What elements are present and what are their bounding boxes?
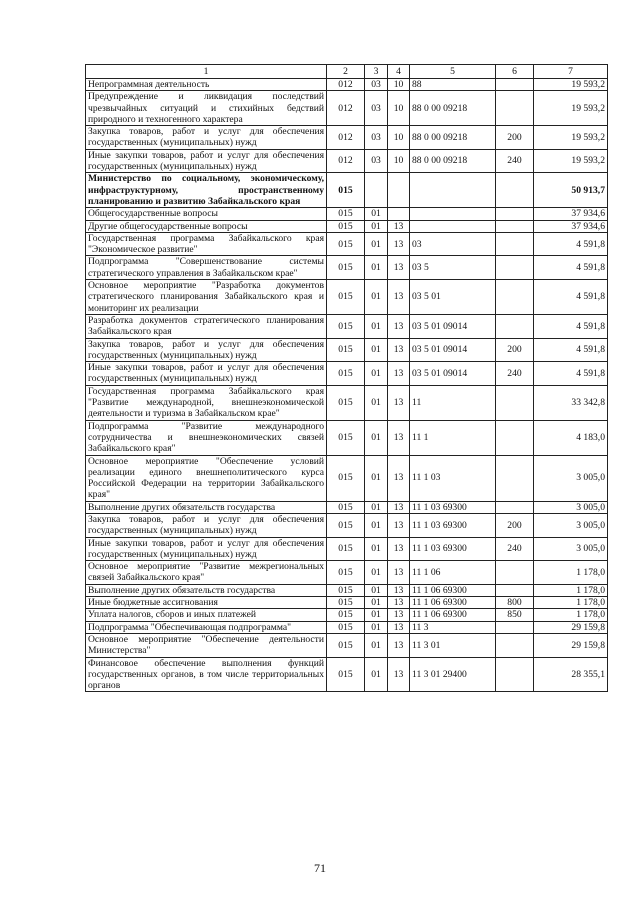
table-row [86, 126, 608, 150]
row-expense-type-cell [496, 91, 534, 126]
row-ministry-code-cell: 015 [327, 420, 365, 455]
row-subsection-cell: 13 [388, 584, 410, 596]
row-section-cell: 01 [365, 220, 388, 232]
table-row [86, 621, 608, 633]
row-expense-type-cell [496, 220, 534, 232]
row-name-text: Государственная программа Забайкальского края "Развитие международной, внешнеэкономической деятельности и туризма в Забайкальском крае" [88, 385, 324, 420]
row-section-cell: 01 [365, 385, 388, 420]
table-row [86, 220, 608, 232]
header-cell: 3 [365, 65, 388, 79]
row-ministry-code-cell: 015 [327, 256, 365, 280]
table-row [86, 173, 608, 208]
row-target-article-cell [410, 208, 496, 220]
row-section-cell: 01 [365, 338, 388, 362]
header-cell: 4 [388, 65, 410, 79]
table-row [86, 91, 608, 126]
row-expense-type-cell [496, 561, 534, 585]
table-row [86, 597, 608, 609]
table-row [86, 232, 608, 256]
row-expense-type-cell [496, 584, 534, 596]
row-name-text: Иные закупки товаров, работ и услуг для обеспечения государственных (муниципальных) нужд [88, 149, 324, 173]
row-name-cell [86, 621, 327, 633]
row-section-cell: 01 [365, 537, 388, 561]
row-target-article-cell: 11 1 06 69300 [410, 584, 496, 596]
row-section-cell: 01 [365, 513, 388, 537]
row-name-cell [86, 314, 327, 338]
row-ministry-code-cell: 015 [327, 314, 365, 338]
row-subsection-cell: 13 [388, 597, 410, 609]
table-row [86, 584, 608, 596]
row-section-cell: 01 [365, 208, 388, 220]
row-expense-type-cell: 800 [496, 597, 534, 609]
row-name-text: Основное мероприятие "Разработка документов стратегического планирования Забайкальского края и мониторинг их реализации [88, 280, 324, 314]
row-name-cell [86, 79, 327, 91]
row-name-text: Подпрограмма "Совершенствование системы стратегического управления в Забайкальском крае" [88, 256, 324, 279]
row-amount-cell: 4 591,8 [534, 338, 608, 362]
row-section-cell: 01 [365, 657, 388, 692]
row-name-cell [86, 173, 327, 208]
row-amount-cell: 19 593,2 [534, 79, 608, 91]
row-ministry-code-cell: 015 [327, 280, 365, 315]
row-expense-type-cell: 200 [496, 338, 534, 362]
row-target-article-cell: 88 0 00 09218 [410, 149, 496, 173]
row-subsection-cell: 13 [388, 256, 410, 280]
row-ministry-code-cell: 015 [327, 561, 365, 585]
row-amount-cell: 1 178,0 [534, 597, 608, 609]
row-ministry-code-cell: 015 [327, 584, 365, 596]
row-name-text: Разработка документов стратегического планирования Забайкальского края [88, 314, 324, 338]
row-subsection-cell: 10 [388, 91, 410, 126]
row-target-article-cell: 11 3 [410, 621, 496, 633]
table-row [86, 537, 608, 561]
row-subsection-cell: 13 [388, 513, 410, 537]
row-name-cell [86, 220, 327, 232]
row-ministry-code-cell: 015 [327, 621, 365, 633]
row-name-cell [86, 385, 327, 420]
row-amount-cell: 4 591,8 [534, 362, 608, 386]
row-subsection-cell: 13 [388, 220, 410, 232]
row-amount-cell: 4 591,8 [534, 232, 608, 256]
row-section-cell: 03 [365, 79, 388, 91]
table-row [86, 79, 608, 91]
row-name-cell [86, 149, 327, 173]
row-name-cell [86, 232, 327, 256]
row-amount-cell: 4 591,8 [534, 280, 608, 315]
row-target-article-cell: 03 5 01 [410, 280, 496, 315]
row-name-text: Другие общегосударственные вопросы [88, 220, 248, 232]
table-row [86, 338, 608, 362]
row-section-cell: 03 [365, 91, 388, 126]
row-expense-type-cell [496, 173, 534, 208]
row-expense-type-cell: 240 [496, 362, 534, 386]
row-ministry-code-cell: 015 [327, 220, 365, 232]
row-name-text: Закупка товаров, работ и услуг для обеспечения государственных (муниципальных) нужд [88, 126, 324, 149]
row-target-article-cell: 88 [410, 79, 496, 91]
row-ministry-code-cell: 015 [327, 173, 365, 208]
row-ministry-code-cell: 012 [327, 126, 365, 150]
row-name-cell [86, 537, 327, 561]
row-name-text: Выполнение других обязательств государства [88, 584, 276, 596]
row-expense-type-cell: 200 [496, 126, 534, 150]
row-name-text: Государственная программа Забайкальского края "Экономическое развитие" [88, 232, 324, 256]
row-name-text: Основное мероприятие "Развитие межрегиональных связей Забайкальского края" [88, 561, 324, 584]
row-target-article-cell: 03 5 01 09014 [410, 338, 496, 362]
row-name-cell [86, 280, 327, 315]
row-name-cell [86, 657, 327, 692]
row-target-article-cell: 03 5 [410, 256, 496, 280]
row-name-cell [86, 584, 327, 596]
row-name-text: Министерство по социальному, экономическому, инфраструктурному, пространственному планированию и развитию Забайкальского края [88, 173, 324, 207]
row-amount-cell: 29 159,8 [534, 633, 608, 657]
row-subsection-cell: 13 [388, 501, 410, 513]
row-expense-type-cell [496, 633, 534, 657]
row-name-text: Предупреждение и ликвидация последствий чрезвычайных ситуаций и стихийных бедствий природного и техногенного характера [88, 91, 324, 125]
row-ministry-code-cell: 015 [327, 633, 365, 657]
row-subsection-cell: 13 [388, 338, 410, 362]
row-target-article-cell: 11 1 03 69300 [410, 513, 496, 537]
row-expense-type-cell [496, 621, 534, 633]
row-amount-cell: 19 593,2 [534, 149, 608, 173]
row-amount-cell: 4 591,8 [534, 256, 608, 280]
row-expense-type-cell [496, 420, 534, 455]
row-subsection-cell: 13 [388, 455, 410, 501]
row-subsection-cell: 10 [388, 126, 410, 150]
row-ministry-code-cell: 015 [327, 513, 365, 537]
row-section-cell [365, 173, 388, 208]
row-amount-cell: 33 342,8 [534, 385, 608, 420]
row-section-cell: 03 [365, 149, 388, 173]
row-expense-type-cell [496, 256, 534, 280]
row-expense-type-cell [496, 657, 534, 692]
row-amount-cell: 3 005,0 [534, 501, 608, 513]
row-amount-cell: 4 591,8 [534, 314, 608, 338]
row-name-text: Подпрограмма "Обеспечивающая подпрограмма" [88, 621, 292, 633]
table-row [86, 609, 608, 621]
row-subsection-cell: 13 [388, 657, 410, 692]
row-amount-cell: 3 005,0 [534, 537, 608, 561]
row-expense-type-cell: 240 [496, 149, 534, 173]
row-expense-type-cell [496, 208, 534, 220]
row-target-article-cell: 11 [410, 385, 496, 420]
row-name-cell [86, 362, 327, 386]
table-row [86, 256, 608, 280]
table-row [86, 420, 608, 455]
row-section-cell: 03 [365, 126, 388, 150]
row-section-cell: 01 [365, 621, 388, 633]
table-row [86, 280, 608, 315]
table-row [86, 455, 608, 501]
row-expense-type-cell: 240 [496, 537, 534, 561]
row-amount-cell: 4 183,0 [534, 420, 608, 455]
row-ministry-code-cell: 015 [327, 657, 365, 692]
row-section-cell: 01 [365, 420, 388, 455]
row-target-article-cell: 88 0 00 09218 [410, 91, 496, 126]
row-expense-type-cell: 200 [496, 513, 534, 537]
table-row [86, 208, 608, 220]
row-ministry-code-cell: 012 [327, 149, 365, 173]
row-expense-type-cell: 850 [496, 609, 534, 621]
row-target-article-cell: 03 5 01 09014 [410, 314, 496, 338]
row-ministry-code-cell: 015 [327, 385, 365, 420]
row-subsection-cell: 13 [388, 420, 410, 455]
row-name-cell [86, 420, 327, 455]
row-amount-cell: 1 178,0 [534, 584, 608, 596]
table-row [86, 657, 608, 692]
header-cell: 1 [86, 65, 327, 79]
row-name-cell [86, 513, 327, 537]
table-row [86, 561, 608, 585]
header-cell: 6 [496, 65, 534, 79]
row-name-cell [86, 455, 327, 501]
row-subsection-cell [388, 173, 410, 208]
row-target-article-cell: 11 3 01 [410, 633, 496, 657]
row-target-article-cell: 03 5 01 09014 [410, 362, 496, 386]
row-ministry-code-cell: 015 [327, 232, 365, 256]
table-row [86, 385, 608, 420]
row-name-cell [86, 126, 327, 150]
row-name-text: Иные закупки товаров, работ и услуг для обеспечения государственных (муниципальных) нужд [88, 537, 324, 560]
row-ministry-code-cell: 015 [327, 501, 365, 513]
table-header-row [86, 65, 608, 79]
row-section-cell: 01 [365, 232, 388, 256]
row-name-text: Непрограммная деятельность [88, 79, 210, 90]
row-ministry-code-cell: 015 [327, 362, 365, 386]
row-expense-type-cell [496, 455, 534, 501]
row-amount-cell: 37 934,6 [534, 220, 608, 232]
row-target-article-cell: 11 1 03 [410, 455, 496, 501]
row-section-cell: 01 [365, 561, 388, 585]
row-name-text: Финансовое обеспечение выполнения функций государственных органов, в том числе территориальных органов [88, 657, 324, 692]
table-row [86, 314, 608, 338]
row-subsection-cell: 13 [388, 362, 410, 386]
row-amount-cell: 37 934,6 [534, 208, 608, 220]
row-name-text: Уплата налогов, сборов и иных платежей [88, 609, 257, 621]
row-ministry-code-cell: 015 [327, 338, 365, 362]
row-amount-cell: 3 005,0 [534, 455, 608, 501]
row-amount-cell: 1 178,0 [534, 609, 608, 621]
row-subsection-cell [388, 208, 410, 220]
table-row [86, 633, 608, 657]
row-subsection-cell: 13 [388, 232, 410, 256]
row-target-article-cell: 11 1 06 [410, 561, 496, 585]
row-section-cell: 01 [365, 501, 388, 513]
row-target-article-cell [410, 173, 496, 208]
row-name-cell [86, 91, 327, 126]
row-name-text: Выполнение других обязательств государства [88, 501, 276, 513]
row-subsection-cell: 13 [388, 385, 410, 420]
row-target-article-cell: 11 1 06 69300 [410, 597, 496, 609]
row-amount-cell: 29 159,8 [534, 621, 608, 633]
row-amount-cell: 1 178,0 [534, 561, 608, 585]
row-section-cell: 01 [365, 597, 388, 609]
row-name-cell [86, 633, 327, 657]
row-name-text: Закупка товаров, работ и услуг для обеспечения государственных (муниципальных) нужд [88, 513, 324, 537]
row-target-article-cell: 11 3 01 29400 [410, 657, 496, 692]
table-row [86, 362, 608, 386]
row-section-cell: 01 [365, 609, 388, 621]
row-name-text: Иные бюджетные ассигнования [88, 597, 218, 609]
row-amount-cell: 3 005,0 [534, 513, 608, 537]
row-ministry-code-cell: 015 [327, 208, 365, 220]
row-subsection-cell: 10 [388, 149, 410, 173]
row-subsection-cell: 13 [388, 633, 410, 657]
header-cell: 7 [534, 65, 608, 79]
row-name-cell [86, 561, 327, 585]
row-section-cell: 01 [365, 314, 388, 338]
row-amount-cell: 28 355,1 [534, 657, 608, 692]
row-name-cell [86, 208, 327, 220]
row-name-cell [86, 597, 327, 609]
header-cell: 5 [410, 65, 496, 79]
budget-table [85, 64, 608, 692]
row-name-text: Подпрограмма "Развитие международного сотрудничества и внешнеэкономических связей Забайкальского края" [88, 420, 324, 455]
row-subsection-cell: 10 [388, 79, 410, 91]
row-section-cell: 01 [365, 362, 388, 386]
row-section-cell: 01 [365, 455, 388, 501]
row-expense-type-cell [496, 280, 534, 315]
row-ministry-code-cell: 015 [327, 537, 365, 561]
row-ministry-code-cell: 012 [327, 91, 365, 126]
row-ministry-code-cell: 015 [327, 597, 365, 609]
row-section-cell: 01 [365, 633, 388, 657]
row-target-article-cell: 88 0 00 09218 [410, 126, 496, 150]
row-name-cell [86, 256, 327, 280]
row-name-text: Основное мероприятие "Обеспечение деятельности Министерства" [88, 633, 324, 657]
row-section-cell: 01 [365, 256, 388, 280]
row-name-text: Закупка товаров, работ и услуг для обеспечения государственных (муниципальных) нужд [88, 338, 324, 361]
header-cell: 2 [327, 65, 365, 79]
row-target-article-cell: 11 1 [410, 420, 496, 455]
row-ministry-code-cell: 015 [327, 455, 365, 501]
row-subsection-cell: 13 [388, 314, 410, 338]
row-name-cell [86, 338, 327, 362]
row-name-cell [86, 501, 327, 513]
row-amount-cell: 19 593,2 [534, 91, 608, 126]
row-section-cell: 01 [365, 584, 388, 596]
row-target-article-cell [410, 220, 496, 232]
row-section-cell: 01 [365, 280, 388, 315]
row-expense-type-cell [496, 385, 534, 420]
row-subsection-cell: 13 [388, 621, 410, 633]
page-number: 71 [314, 861, 326, 875]
row-name-cell [86, 609, 327, 621]
row-amount-cell: 50 913,7 [534, 173, 608, 208]
row-target-article-cell: 03 [410, 232, 496, 256]
row-name-text: Общегосударственные вопросы [88, 208, 218, 220]
row-name-text: Иные закупки товаров, работ и услуг для обеспечения государственных (муниципальных) нужд [88, 362, 324, 385]
row-target-article-cell: 11 1 03 69300 [410, 501, 496, 513]
row-subsection-cell: 13 [388, 609, 410, 621]
row-expense-type-cell [496, 314, 534, 338]
row-expense-type-cell [496, 232, 534, 256]
row-expense-type-cell [496, 79, 534, 91]
row-expense-type-cell [496, 501, 534, 513]
row-amount-cell: 19 593,2 [534, 126, 608, 150]
row-target-article-cell: 11 1 06 69300 [410, 609, 496, 621]
row-name-text: Основное мероприятие "Обеспечение условий реализации единого внешнеполитического курса Российской Федерации на территории Забайкальского края" [88, 455, 324, 501]
row-subsection-cell: 13 [388, 280, 410, 315]
row-ministry-code-cell: 015 [327, 609, 365, 621]
row-subsection-cell: 13 [388, 537, 410, 561]
table-row [86, 149, 608, 173]
row-target-article-cell: 11 1 03 69300 [410, 537, 496, 561]
row-ministry-code-cell: 012 [327, 79, 365, 91]
table-row [86, 513, 608, 537]
table-row [86, 501, 608, 513]
row-subsection-cell: 13 [388, 561, 410, 585]
